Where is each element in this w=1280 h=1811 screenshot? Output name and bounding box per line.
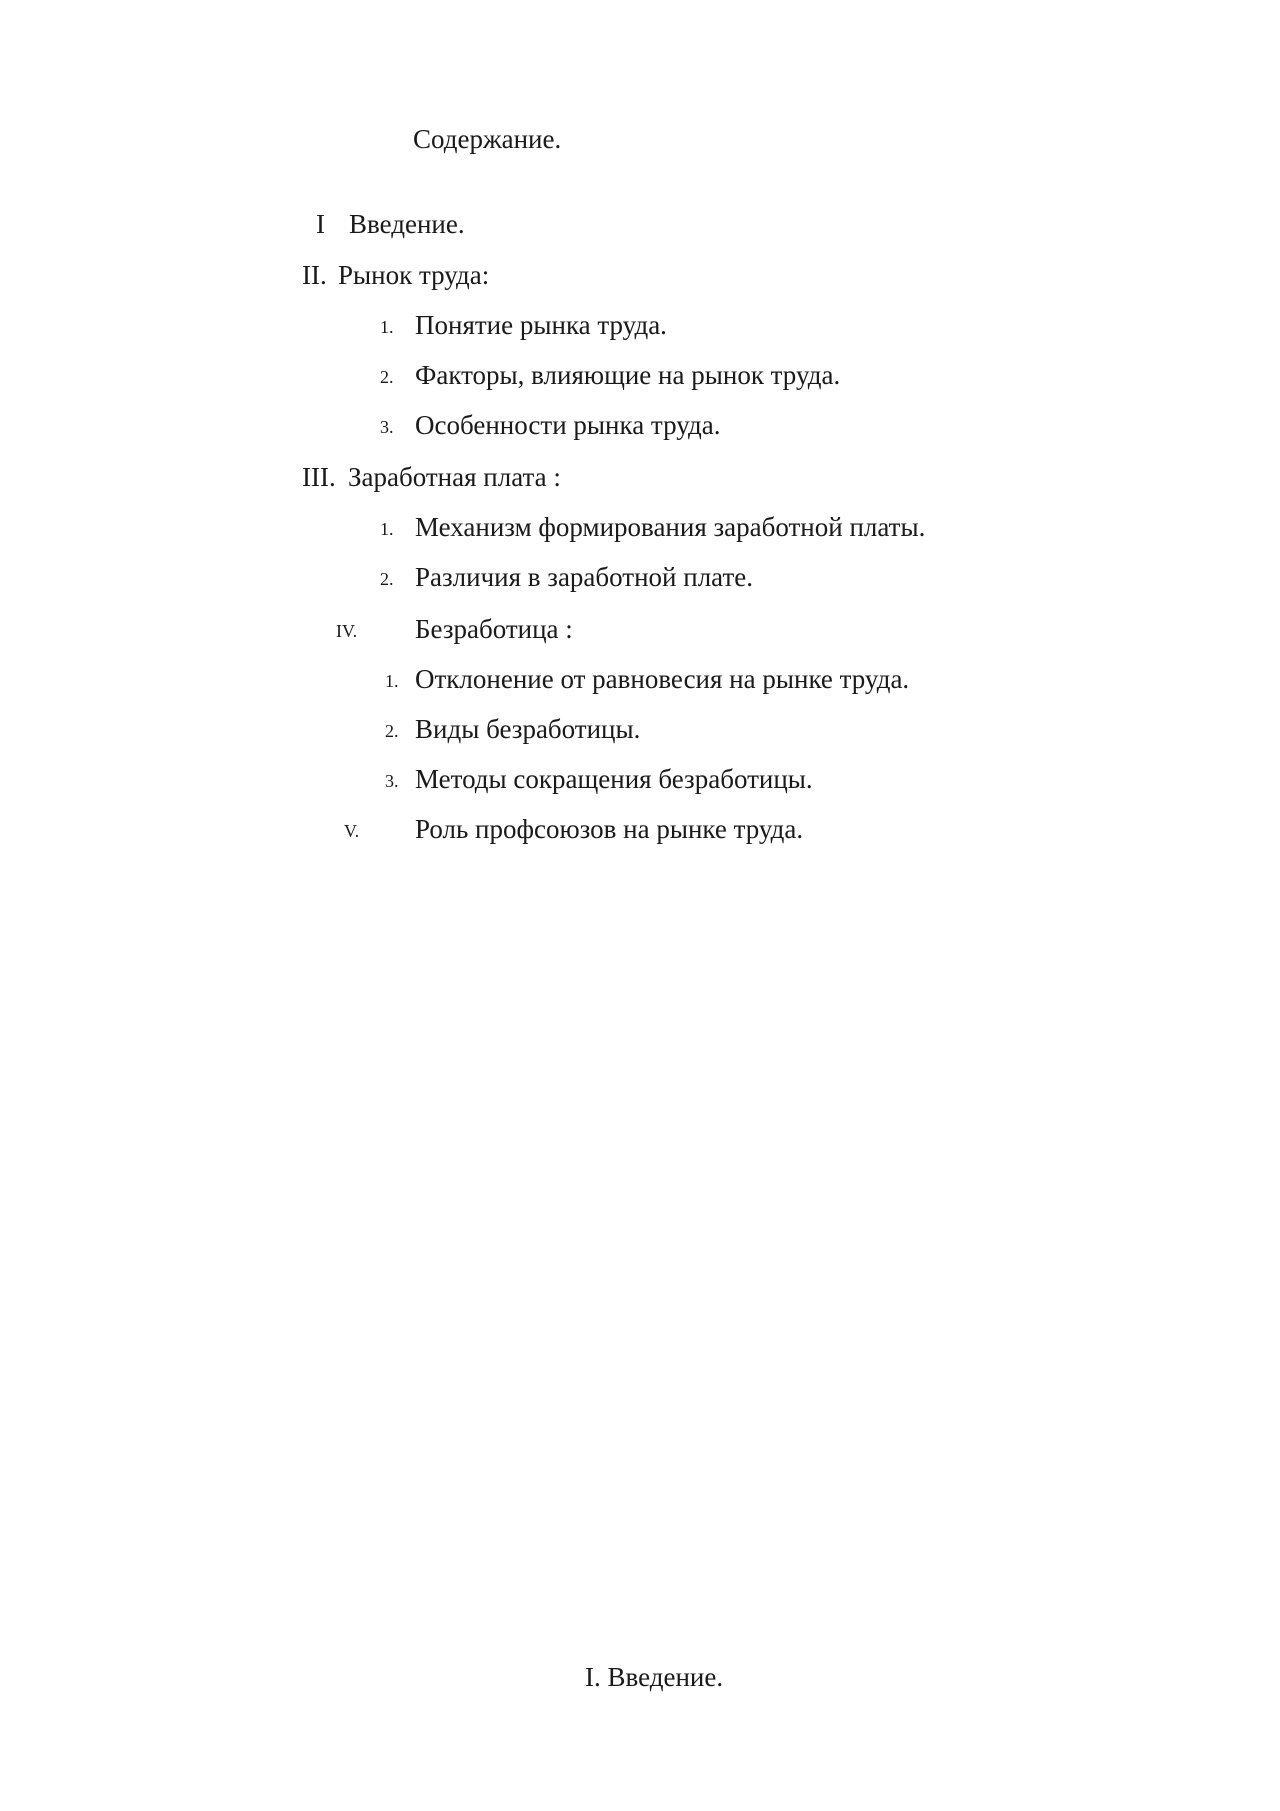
toc-marker-number: 2. (380, 569, 394, 589)
toc-entry: Рынок труда: (338, 260, 490, 290)
toc-marker-number: 1. (380, 317, 394, 337)
toc-marker-number: 1. (380, 519, 394, 539)
toc-entry: Введение. (349, 209, 465, 239)
toc-subentry: Факторы, влияющие на рынок труда. (415, 360, 841, 390)
toc-marker-roman: II. (302, 260, 327, 290)
toc-marker-number: 2. (380, 367, 394, 387)
toc-marker-number: 3. (380, 417, 394, 437)
toc-title: Содержание. (413, 124, 562, 154)
toc-subentry: Механизм формирования заработной платы. (415, 512, 926, 542)
toc-entry: Роль профсоюзов на рынке труда. (415, 814, 804, 844)
toc-subentry: Отклонение от равновесия на рынке труда. (415, 664, 910, 694)
toc-marker-roman: III. (302, 462, 336, 492)
toc-marker-roman: V. (344, 821, 360, 841)
toc-marker-number: 2. (385, 721, 399, 741)
toc-entry: Заработная плата : (348, 462, 561, 492)
section-heading: I. Введение. (585, 1662, 724, 1692)
toc-subentry: Особенности рынка труда. (415, 410, 721, 440)
toc-entry: Безработица : (415, 614, 573, 644)
toc-subentry: Методы сокращения безработицы. (415, 764, 813, 794)
toc-marker-number: 1. (385, 671, 399, 691)
toc-subentry: Понятие рынка труда. (415, 310, 667, 340)
toc-marker-roman: IV. (336, 621, 358, 641)
toc-marker-roman: I (316, 209, 325, 239)
toc-subentry: Виды безработицы. (415, 714, 641, 744)
toc-subentry: Различия в заработной плате. (415, 562, 753, 592)
toc-marker-number: 3. (385, 771, 399, 791)
